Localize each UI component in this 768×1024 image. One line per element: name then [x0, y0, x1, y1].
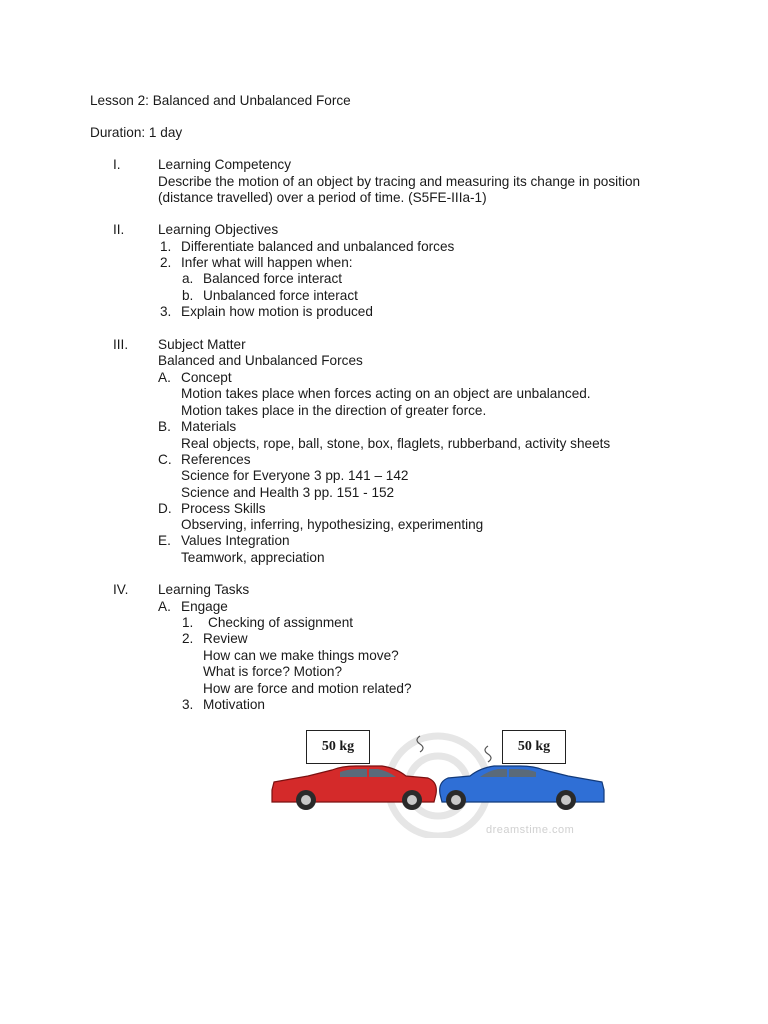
references-line-1: Science for Everyone 3 pp. 141 – 142 [181, 468, 409, 483]
competency-line-1: Describe the motion of an object by tracing and measuring its change in position [158, 174, 641, 189]
task-1: Checking of assignment [208, 615, 354, 630]
subject-matter-title: Balanced and Unbalanced Forces [158, 353, 363, 368]
objective-2b: Unbalanced force interact [203, 288, 358, 303]
objective-3: Explain how motion is produced [181, 304, 373, 319]
item-values-integration-title: Values Integration [181, 533, 290, 548]
task-3: Motivation [203, 697, 265, 712]
review-question-2: What is force? Motion? [203, 664, 343, 679]
item-a-letter: A. [158, 370, 171, 385]
concept-line-1: Motion takes place when forces acting on an object are unbalanced. [181, 386, 591, 401]
section-numeral-4: IV. [113, 582, 129, 597]
task-engage-title: Engage [181, 599, 228, 614]
task-2: Review [203, 631, 248, 646]
watermark-text: dreamstime.com [486, 824, 575, 836]
objective-2a-letter: a. [182, 271, 194, 286]
section-heading-subject-matter: Subject Matter [158, 337, 246, 352]
section-numeral-2: II. [113, 222, 125, 237]
duration: Duration: 1 day [90, 125, 183, 140]
objective-2a: Balanced force interact [203, 271, 343, 286]
section-heading-learning-objectives: Learning Objectives [158, 222, 279, 237]
task-3-number: 3. [182, 697, 194, 712]
review-question-3: How are force and motion related? [203, 681, 412, 696]
competency-line-2: (distance travelled) over a period of time. (S5FE-IIIa-1) [158, 190, 487, 205]
section-heading-learning-tasks: Learning Tasks [158, 582, 250, 597]
objective-2-number: 2. [160, 255, 172, 270]
task-2-number: 2. [182, 631, 194, 646]
task-1-number: 1. [182, 615, 194, 630]
review-question-1: How can we make things move? [203, 648, 399, 663]
section-numeral-1: I. [113, 157, 121, 172]
item-e-letter: E. [158, 533, 171, 548]
objective-2b-letter: b. [182, 288, 194, 303]
process-skills-line-1: Observing, inferring, hypothesizing, experimenting [181, 517, 484, 532]
objective-3-number: 3. [160, 304, 172, 319]
references-line-2: Science and Health 3 pp. 151 - 152 [181, 485, 395, 500]
objective-1: Differentiate balanced and unbalanced forces [181, 239, 455, 254]
item-materials-title: Materials [181, 419, 237, 434]
item-d-letter: D. [158, 501, 172, 516]
objective-2: Infer what will happen when: [181, 255, 353, 270]
values-line-1: Teamwork, appreciation [181, 550, 325, 565]
item-c-letter: C. [158, 452, 172, 467]
colliding-cars-figure [268, 726, 608, 838]
item-b-letter: B. [158, 419, 171, 434]
lesson-title: Lesson 2: Balanced and Unbalanced Force [90, 93, 351, 108]
item-concept-title: Concept [181, 370, 232, 385]
task-a-letter: A. [158, 599, 171, 614]
left-weight-label: 50 kg [306, 730, 370, 764]
right-weight-label: 50 kg [502, 730, 566, 764]
item-process-skills-title: Process Skills [181, 501, 266, 516]
item-references-title: References [181, 452, 251, 467]
materials-line-1: Real objects, rope, ball, stone, box, flaglets, rubberband, activity sheets [181, 436, 611, 451]
section-heading-learning-competency: Learning Competency [158, 157, 291, 172]
objective-1-number: 1. [160, 239, 172, 254]
concept-line-2: Motion takes place in the direction of greater force. [181, 403, 487, 418]
section-numeral-3: III. [113, 337, 129, 352]
